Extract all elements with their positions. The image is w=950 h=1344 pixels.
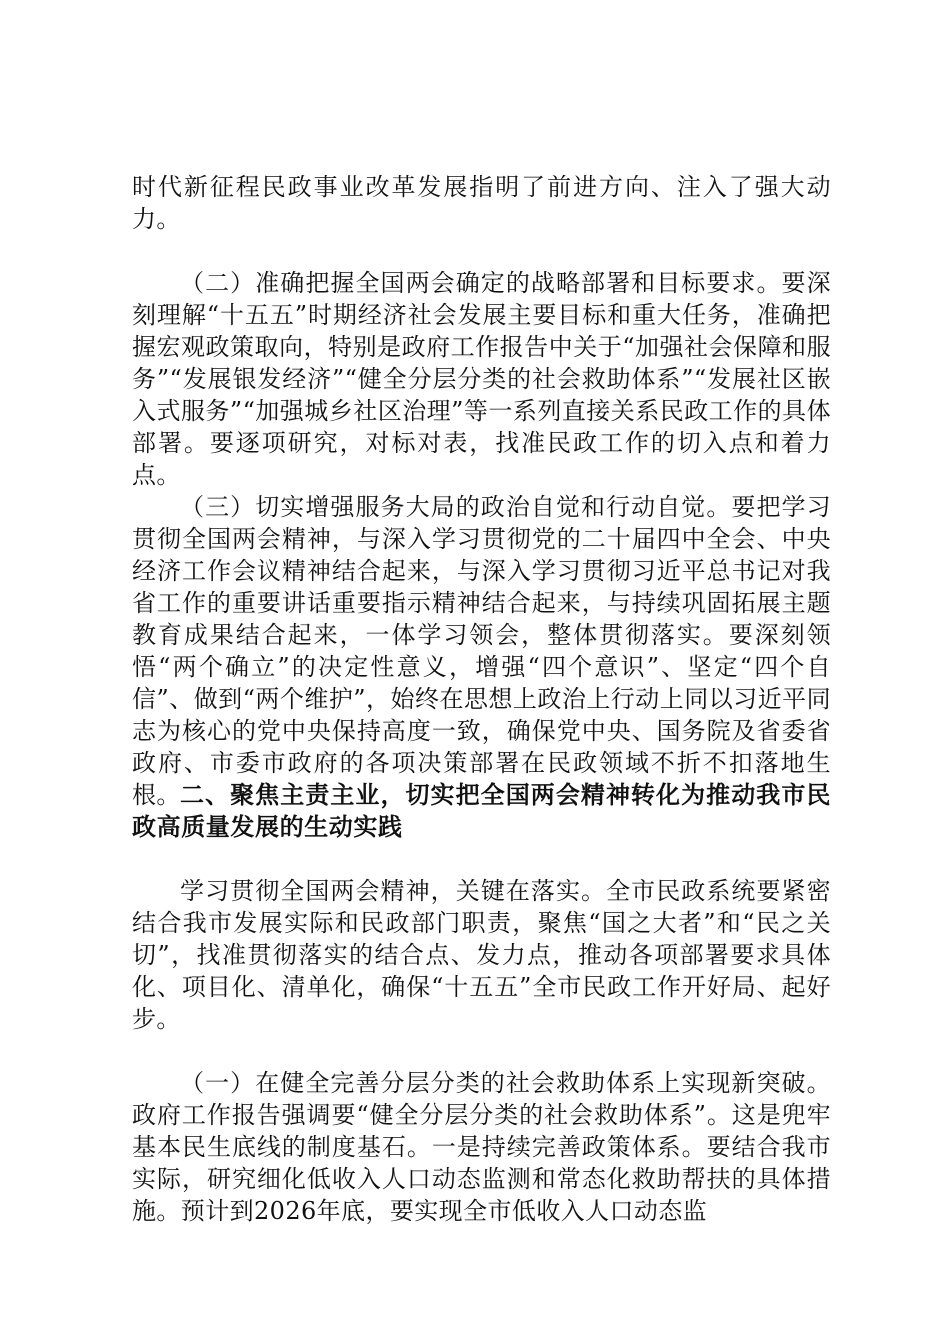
subsection-paragraph-1: （一）在健全完善分层分类的社会救助体系上实现新突破。政府工作报告强调要“健全分层分类的社会救助体系”。这是兜牢基本民生底线的制度基石。一是持续完善政策体系。要结合我市实际，研究细化低收入人口动态监测和常态化救助帮扶的具体措施。预计到2026年底，要实现全市低收入人口动态监 xyxy=(132,1069,831,1225)
section-paragraph-3: （三）切实增强服务大局的政治自觉和行动自觉。要把学习贯彻全国两会精神，与深入学习贯彻党的二十届四中全会、中央经济工作会议精神结合起来，与深入学习贯彻习近平总书记对我省工作的重要讲话重要指示精神结合起来，与持续巩固拓展主题教育成果结合起来，一体学习领会，整体贯彻落实。要深刻领悟“两个确立”的决定性意义，增强“四个意识”、坚定“四个自信”、做到“两个维护”，始终在思想上政治上行动上同以习近平同志为核心的党中央保持高度一致，确保党中央、国务院及省委省政府、市委市政府的各项决策部署在民政领域不折不扣落地生根。 xyxy=(132,493,831,809)
section-heading: 二、聚焦主责主业，切实把全国两会精神转化为推动我市民政高质量发展的生动实践 xyxy=(132,781,831,841)
continuation-paragraph: 时代新征程民政事业改革发展指明了前进方向、注入了强大动力。 xyxy=(132,173,831,233)
section-paragraph-2: （二）准确把握全国两会确定的战略部署和目标要求。要深刻理解“十五五”时期经济社会发展主要目标和重大任务，准确把握宏观政策取向，特别是政府工作报告中关于“加强社会保障和服务”“发展银发经济”“健全分层分类的社会救助体系”“发展社区嵌入式服务”“加强城乡社区治理”等一系列直接关系民政工作的具体部署。要逐项研究，对标对表，找准民政工作的切入点和着力点。 xyxy=(132,269,831,489)
intro-paragraph: 学习贯彻全国两会精神，关键在落实。全市民政系统要紧密结合我市发展实际和民政部门职责，聚焦“国之大者”和“民之关切”，找准贯彻落实的结合点、发力点，推动各项部署要求具体化、项目化、清单化，确保“十五五”全市民政工作开好局、起好步。 xyxy=(132,877,831,1033)
